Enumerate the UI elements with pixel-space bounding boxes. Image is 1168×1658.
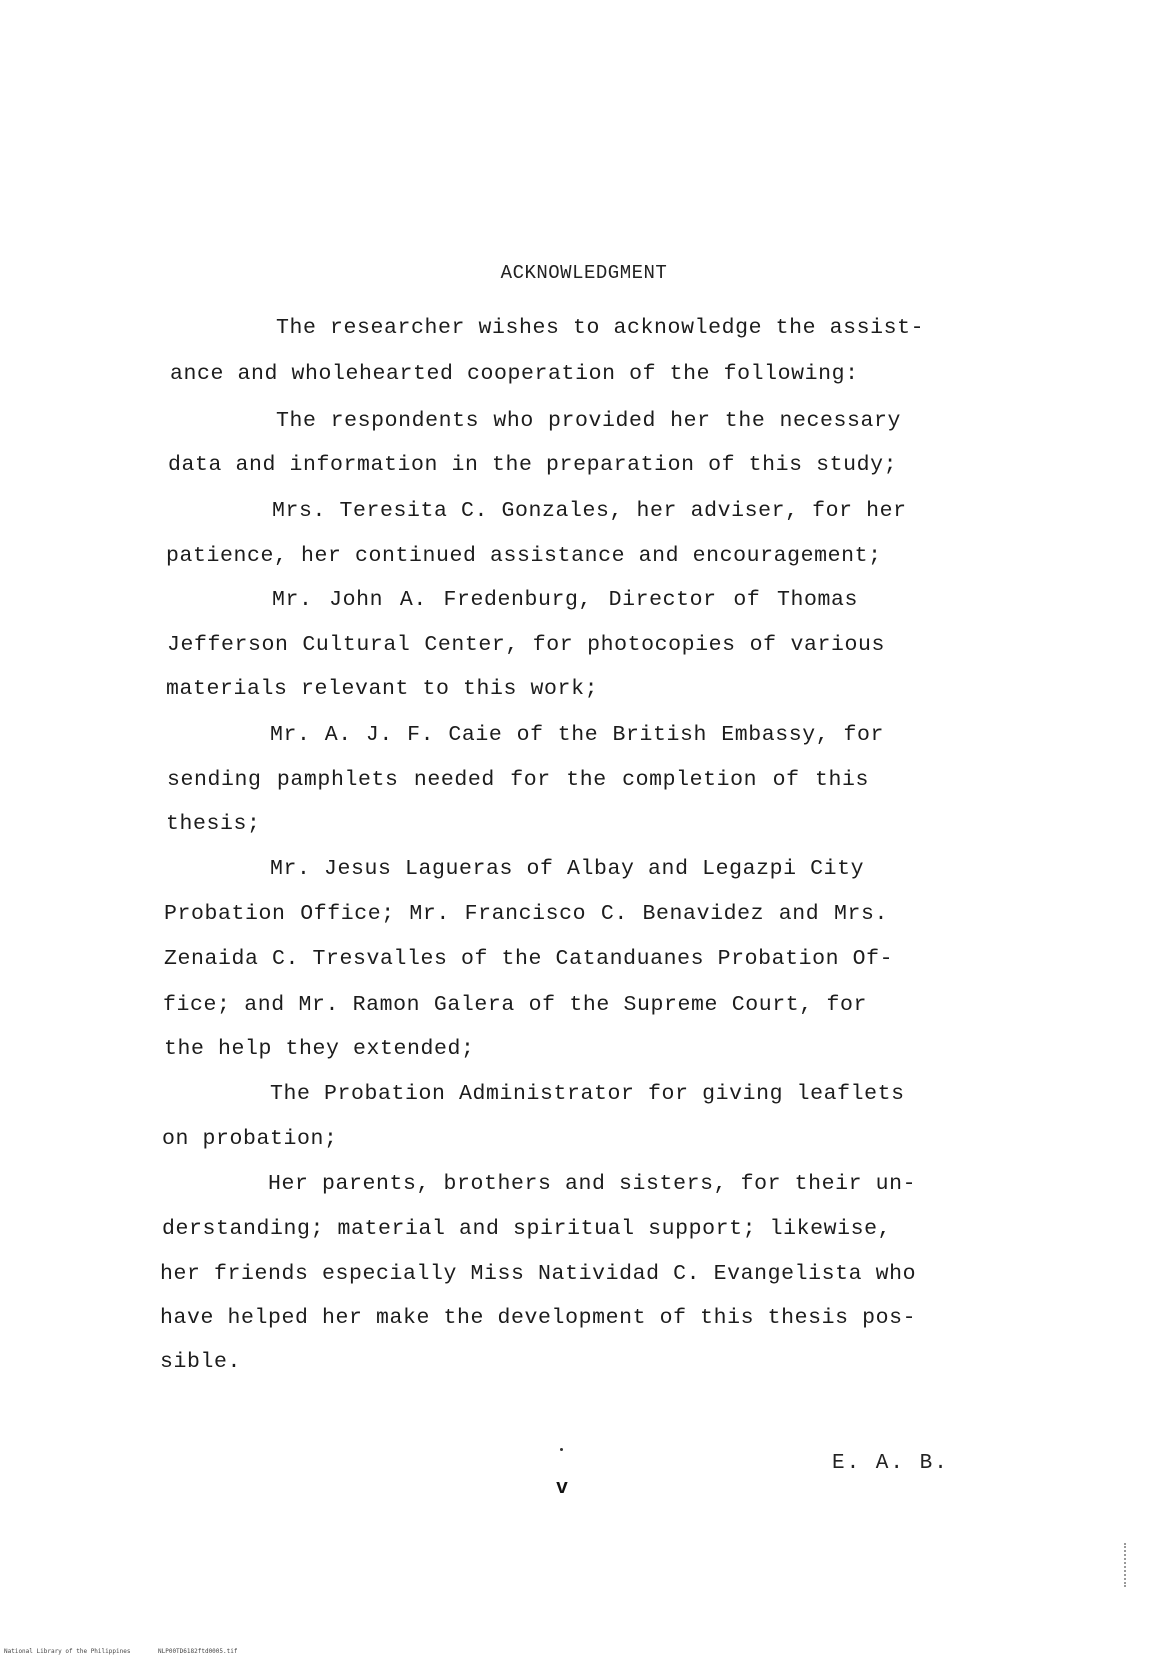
footer-library-name: National Library of the Philippines — [4, 1648, 131, 1655]
text-line: data and information in the preparation of this study; — [168, 453, 898, 477]
text-line: patience, her continued assistance and encouragement; — [166, 544, 882, 568]
text-line: the help they extended; — [164, 1037, 475, 1061]
text-line: Mr. John A. Fredenburg, Director of Thomas — [272, 588, 858, 612]
text-line: sible. — [160, 1350, 242, 1374]
text-line: Mr. Jesus Lagueras of Albay and Legazpi City — [270, 857, 865, 881]
text-line: her friends especially Miss Natividad C. Evangelista who — [160, 1262, 917, 1286]
text-line: ance and wholehearted cooperation of the following: — [170, 362, 859, 386]
text-line: Probation Office; Mr. Francisco C. Benavidez and Mrs. — [164, 902, 888, 926]
text-line: Her parents, brothers and sisters, for their un- — [268, 1172, 917, 1196]
text-line: sending pamphlets needed for the completion of this — [167, 768, 869, 792]
text-line: Mrs. Teresita C. Gonzales, her adviser, for her — [272, 499, 907, 523]
text-line: The Probation Administrator for giving leaflets — [270, 1082, 905, 1106]
text-line: derstanding; material and spiritual support; likewise, — [162, 1217, 892, 1241]
text-line: Zenaida C. Tresvalles of the Catanduanes Probation Of- — [164, 947, 894, 971]
text-line: fice; and Mr. Ramon Galera of the Supreme Court, for — [163, 993, 867, 1017]
text-line: The researcher wishes to acknowledge the assist- — [276, 316, 925, 340]
text-line: materials relevant to this work; — [166, 677, 599, 701]
text-line: on probation; — [162, 1127, 338, 1151]
footer-filename: NLP00TD6182ftd0005.tif — [158, 1648, 238, 1655]
text-line: have helped her make the development of this thesis pos- — [160, 1306, 917, 1330]
ink-dot — [560, 1448, 563, 1451]
text-line: The respondents who provided her the necessary — [276, 409, 901, 433]
page-number: v — [556, 1477, 569, 1500]
page-title: ACKNOWLEDGMENT — [500, 262, 668, 284]
scan-edge-marks — [1124, 1543, 1128, 1587]
signature-initials: E. A. B. — [832, 1452, 949, 1475]
text-line: Jefferson Cultural Center, for photocopies of various — [167, 633, 885, 657]
text-line: Mr. A. J. F. Caie of the British Embassy, for — [270, 723, 884, 747]
text-line: thesis; — [166, 812, 261, 836]
